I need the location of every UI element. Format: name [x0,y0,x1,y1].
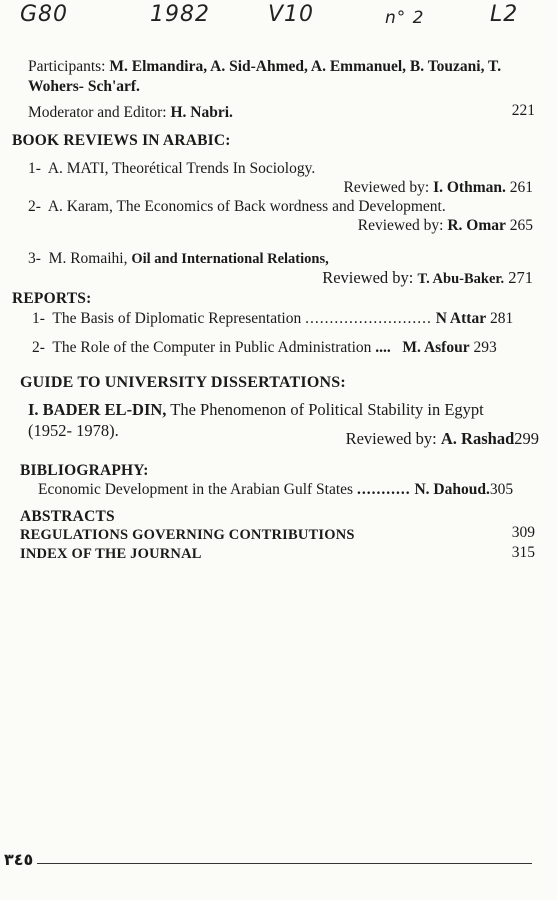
review-item-1 [28,160,315,178]
item-title: The Basis of Diplomatic Representation [52,310,302,327]
page-number: 281 [489,310,514,327]
participants-label: Participants: [28,58,106,75]
participants-names-cont: Wohers- Sch'arf. [28,78,140,95]
item-author: M. Romaihi, [48,250,128,267]
item-number: 1- [32,310,45,327]
review-item-3 [28,250,329,268]
item-title: Economic Development in the Arabian Gulf States [38,481,354,498]
section-heading-abstracts: ABSTRACTS [20,508,115,525]
item-number: 2- [32,339,45,356]
reviewer-line [344,179,533,197]
page-number: 221 [511,102,535,119]
report-item-1 [32,310,535,328]
item-number: 3- [28,250,41,267]
reviewed-by-label: Reviewed by: [343,179,430,196]
page-number: 309 [511,524,535,541]
reviewer-line [322,268,533,288]
participants-line [28,58,501,76]
page-number: 261 [509,179,533,196]
participants-names: M. Elmandira, A. Sid-Ahmed, A. Emmanuel, B. Touzani, T. [109,58,502,75]
item-author: A. MATI, [47,160,109,177]
handwritten-note: L2 [490,2,519,27]
handwritten-note: V10 [268,2,315,27]
moderator-name: H. Nabri. [170,104,233,121]
page-number: 299 [514,429,539,448]
dissertation-item [28,400,484,420]
section-heading-dissertations: GUIDE TO UNIVERSITY DISSERTATIONS: [20,374,346,391]
item-author: N. Dahoud. [414,481,490,498]
item-number: 2- [28,198,41,215]
reviewer-name: T. Abu-Baker. [417,271,505,287]
page-footer [4,850,532,869]
bibliography-item [38,481,513,499]
item-author: A. Karam, [47,198,113,215]
leader-dots: .... [375,339,391,356]
page-number: 305 [489,481,514,498]
handwritten-note: G80 [20,2,69,27]
moderator-label: Moderator and Editor: [28,104,167,121]
item-title: The Economics of Back wordness and Development. [116,198,446,215]
item-author: N Attar [435,310,487,327]
leader-dots: .......................... [305,310,432,327]
reviewed-by-label: Reviewed by: [357,217,444,234]
reviewer-line [358,217,533,235]
report-item-2 [32,339,497,357]
item-title: Theorétical Trends In Sociology. [112,160,316,177]
reviewer-name: A. Rashad [440,429,515,448]
section-heading-regulations: REGULATIONS GOVERNING CONTRIBUTIONS [20,527,355,543]
page-number: 271 [508,268,533,287]
page-number: 315 [511,544,535,561]
reviewed-by-label: Reviewed by: [345,429,437,448]
handwritten-note: 1982 [150,2,210,27]
moderator-line [28,104,233,122]
page-number: 265 [509,217,533,234]
footer-page-number: ٣٤٥ [4,850,34,869]
reviewer-name: R. Omar [447,217,506,234]
footer-rule [37,863,532,864]
review-item-2 [28,198,446,216]
reviewer-name: I. Othman. [433,179,506,196]
item-number: 1- [28,160,41,177]
item-author: I. BADER EL-DIN, [28,400,167,419]
handwritten-note: n° 2 [385,8,425,28]
item-title: The Role of the Computer in Public Administration [52,339,372,356]
section-heading-reports: REPORTS: [12,290,92,307]
section-heading-bibliography: BIBLIOGRAPHY: [20,462,149,479]
reviewed-by-label: Reviewed by: [322,268,414,287]
leader-dots: ........... [356,481,411,498]
dissertation-title-cont: (1952- 1978). [28,421,119,440]
page-number: 293 [473,339,497,356]
item-title: Oil and International Relations, [131,251,329,267]
section-heading-book-reviews: BOOK REVIEWS IN ARABIC: [12,132,231,149]
section-heading-index: INDEX OF THE JOURNAL [20,546,202,562]
reviewer-line [346,429,539,449]
item-author: M. Asfour [402,339,470,356]
item-title: The Phenomenon of Political Stability in Egypt [170,400,484,419]
